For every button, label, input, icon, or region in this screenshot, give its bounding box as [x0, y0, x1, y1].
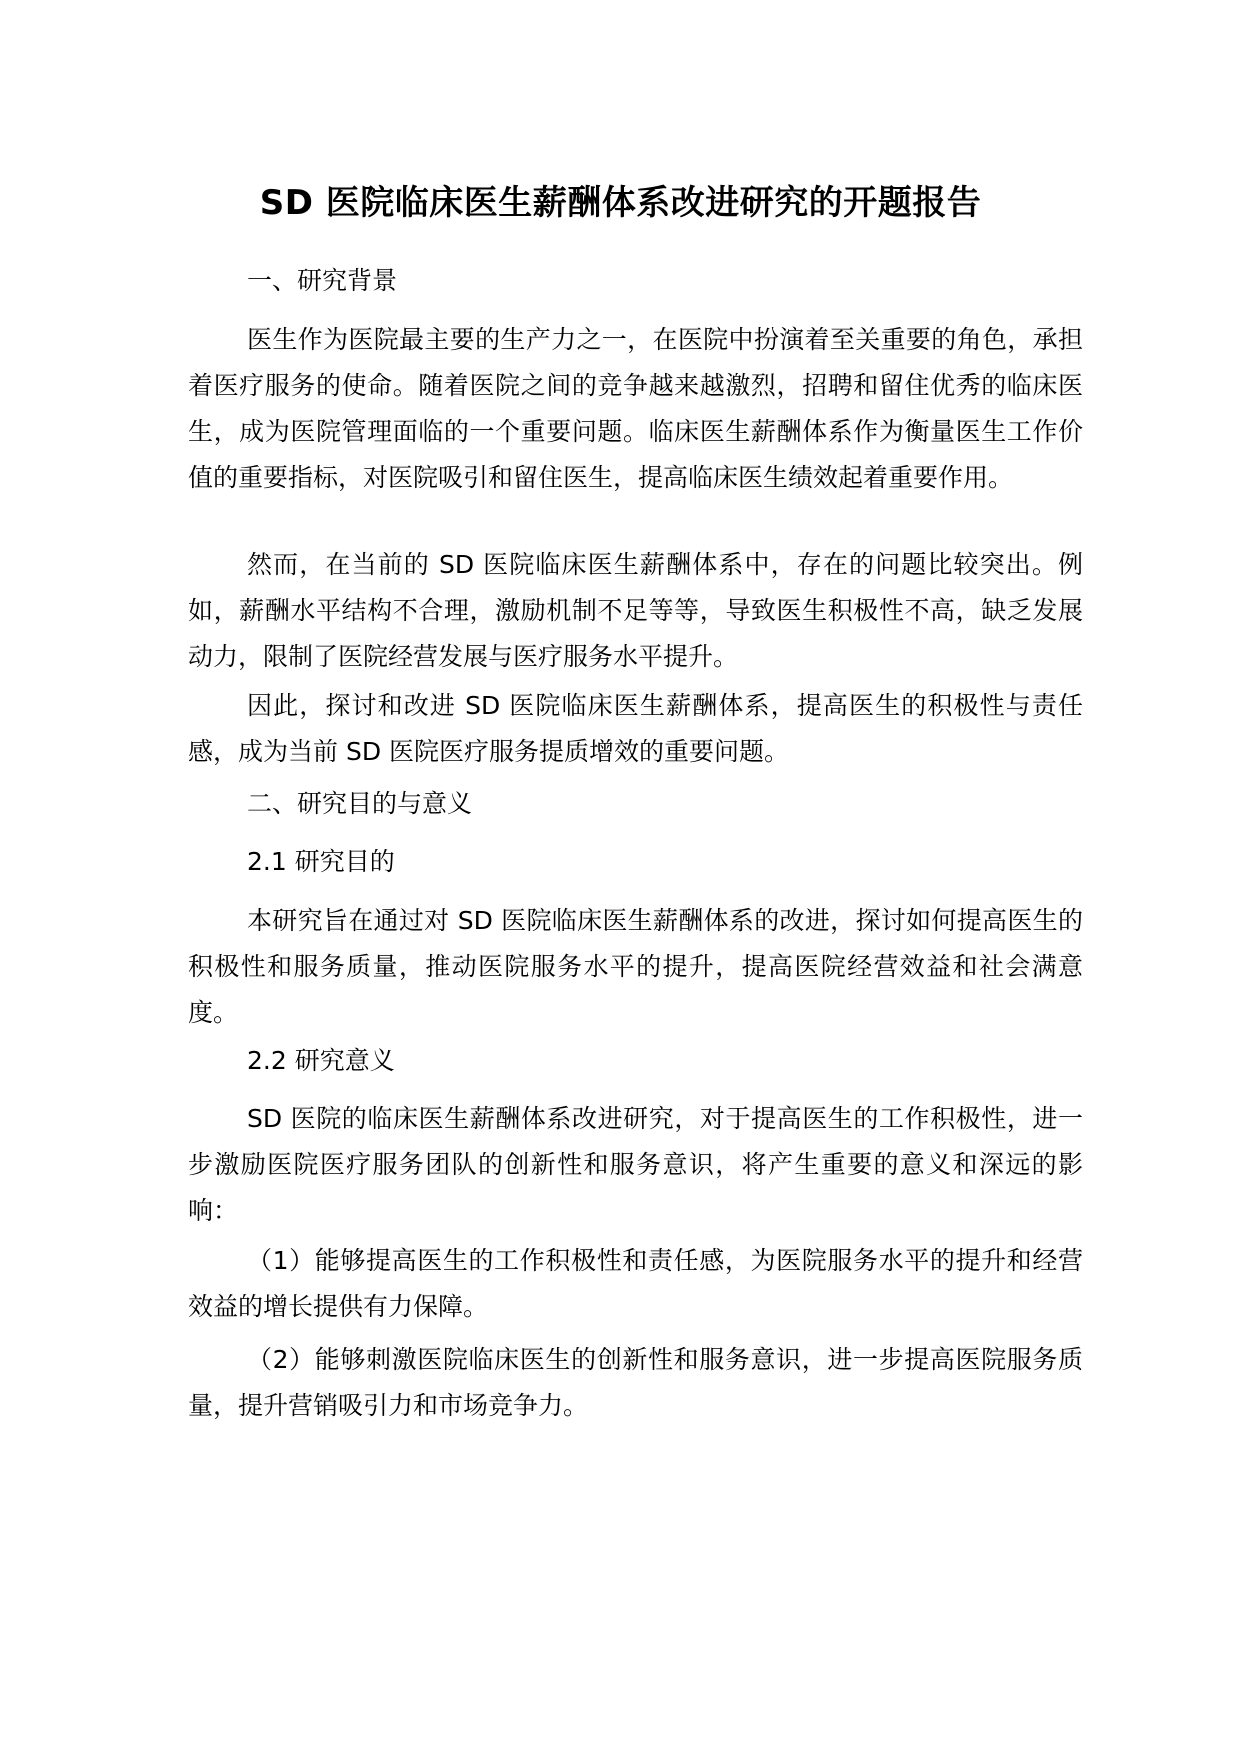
section-2-heading: 二、研究目的与意义	[247, 789, 473, 818]
subsection-2-1-paragraph: 本研究旨在通过对 SD 医院临床医生薪酬体系的改进，探讨如何提高医生的积极性和服务质量，推动医院服务水平的提升，提高医院经营效益和社会满意度。	[188, 906, 1083, 1027]
subsection-2-2-heading: 2.2 研究意义	[247, 1046, 395, 1075]
document-title: SD 医院临床医生薪酬体系改进研究的开题报告	[259, 183, 982, 223]
section-1-paragraph-3: 因此，探讨和改进 SD 医院临床医生薪酬体系，提高医生的积极性与责任感，成为当前 SD 医院医疗服务提质增效的重要问题。	[188, 691, 1083, 766]
significance-item-1: （1）能够提高医生的工作积极性和责任感，为医院服务水平的提升和经营效益的增长提供有力保障。	[188, 1246, 1083, 1321]
subsection-2-2-paragraph: SD 医院的临床医生薪酬体系改进研究，对于提高医生的工作积极性，进一步激励医院医疗服务团队的创新性和服务意识，将产生重要的意义和深远的影响：	[188, 1104, 1083, 1225]
section-1-paragraph-1: 医生作为医院最主要的生产力之一，在医院中扮演着至关重要的角色，承担着医疗服务的使命。随着医院之间的竞争越来越激烈，招聘和留住优秀的临床医生，成为医院管理面临的一个重要问题。临床医生薪酬体系作为衡量医生工作价值的重要指标，对医院吸引和留住医生，提高临床医生绩效起着重要作用。	[188, 325, 1083, 492]
significance-item-2: （2）能够刺激医院临床医生的创新性和服务意识，进一步提高医院服务质量，提升营销吸引力和市场竞争力。	[188, 1345, 1083, 1420]
section-1-heading: 一、研究背景	[247, 266, 398, 295]
subsection-2-1-heading: 2.1 研究目的	[247, 847, 395, 876]
section-1-paragraph-2: 然而，在当前的 SD 医院临床医生薪酬体系中，存在的问题比较突出。例如，薪酬水平结构不合理，激励机制不足等等，导致医生积极性不高，缺乏发展动力，限制了医院经营发展与医疗服务水平提升。	[188, 550, 1083, 671]
